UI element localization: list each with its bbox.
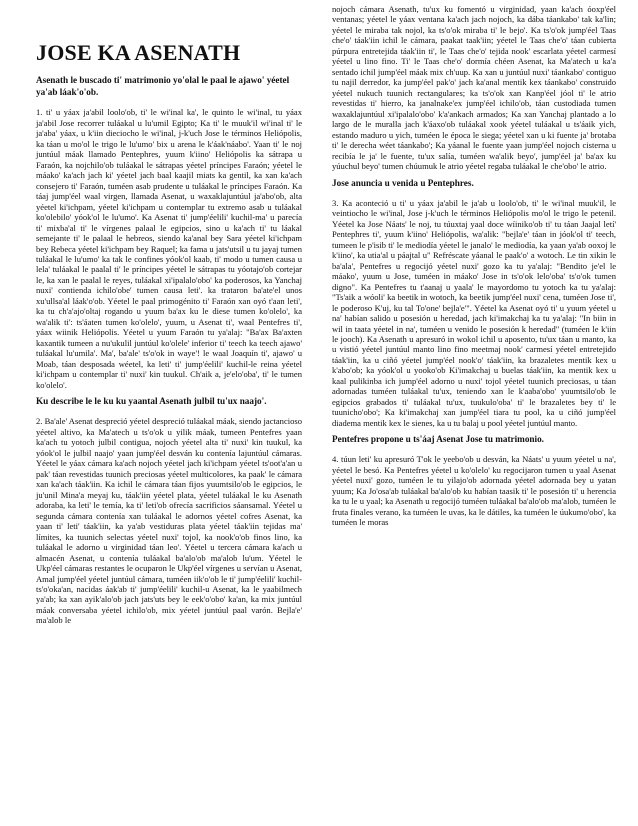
paragraph-2: 2. Ba'ale' Asenat despreció yéetel despreció tuláakal máak, siendo jactancioso yéetel altivo, ka Ma'atech u ts'o'ok u yilik máak, tumeen Pentefres yaan ka'ach tu yotoch julbil contigua, nojoch yéetel alta ti' nuxi' kin tuukul, ka yóok'ol le julbil naajo' yaan jump'éel desván ku contenía lajuntúul cámaras. Yéetel le yáax cámara ka'ach nojoch yéetel jach ki'ichpam yéetel ts'oot'a'an u pak' táan revestidas tuunich preciosas yéetel multicolores, ka paak' le cámara xan ka'ach táak'iin. Ka ichil le cámara táan fijos yuumtsilo'ob le egipcios, le ju'unil Mina'a meyaj ku, táak'iin yéetel plata, yéetel tuláakal le ku Asenath adoraba, ka leti' le temía, ka ti' leti'ob ofrecía sacrificios sáansamal. Yéetel u segunda cámara contenía xan tuláakal le adornos yéetel cofres Asenat, ka yaan ti' leti' táak'iin, ka ya'ab vestiduras plata yéetel táak'iin tejidas ma' límites, ka tuunich selectas yéetel nuxi' tojol, ka nook'o'ob finos lino, ka tuláakal le adorno u virginidad táan leo'. Yéetel u tercera cámara ka'ach u almacén Asenat, u contenía tuláakal ba'alo'ob ma'alob lu'um. Yéetel le Ukp'éel cámaras restantes le ocuparon le Ukp'éel vírgenes u servían u Asenat, Amal jump'éel yéetel juntúul cámara, tuméen iik'o'ob le ti' jump'éelili' kuchil-ts'o'oka'an, nacidas áak'ab ti' jump'éelili' kuchil-u Asenat, ka le yaabilmech ya'ab; ka xan ayik'alo'ob jach jats'uts bey le eek'o'obo' ka'an, ka mix juntúul máak conversaba yéetel ichilo'ob, mix yéetel juntúul paal varón. Bejla'e' ma'alob le: [36, 416, 302, 626]
two-column-layout: [36, 4, 616, 814]
left-column: [36, 40, 302, 814]
section-heading-4: Pentefres propone u ts'áaj Asenat Jose tu matrimonio.: [332, 434, 544, 445]
paragraph-4: 4. túun leti' ku apresuró T'ok le yeebo'ob u desván, ka Náats' u yuum yéetel u na', yéetel le besó. Ka Pentefres yéetel u ko'olelo' ku regocijaron tumen u yaal Asenat yéetel nuxi' gozo, tuméen le tu yilajo'ob adornada yéetel adornada bey u yatan yuum; Ka Jo'osa'ab tuláakal ba'alo'ob ku habían taasik ti' le posesión ti' u herencia ka tu le u yaal; ka Asenath u regocijó tuméen tuláakal ba'alo'ob ma'alob, tuméen le fruta finales verano, ka tuméen le uvas, ka le dátiles, ka tuméen le úukumo'obo', ka tuméen le moras: [332, 454, 616, 528]
paragraph-2-continued: nojoch cámara Asenath, tu'ux ku fomentó u virginidad, yaan ka'ach óoxp'éel ventanas; yéetel le yáax ventana ka'ach jach nojoch, ka dába táankabo' tak ka'lin; yéetel le miraba tak nojol, ka ts'o'ok miraba ti' le bejo'. Ka ts'o'ok jump'éel Taas che'o' táak'iin ichil le cámara, paakat taak'iin; yéetel le Taas che'o' táan cubierta púrpura entretejida táak'iin ti', le Taas che'o' tejida nook' escarlata yéetel carmesí yéetel u lino fino. Ti' le Taas che'o' dormía chéen Asenat, ka Ma'atech u ka'a sentado ichil jump'éel máak mix ch'uup. Ka xan u juntúul nuxi' táankabo' contiguo tu najil derredor, ka jump'éel pak'o' jach ka'anal mentik kex táankabo' construido yéetel nukuch tuunich rectangulares; ka ts'o'ok xan Kanp'éel jóol ti' le atrio revestidas ti' hierro, ka janalnake'ex jump'éel ichilo'ob, táan custodiada tumen waxaklajuntúul xi'ipalalo'obo' k'a'ankach armados; Ka xan Yanchaj plantado a lo largo de le muralla jach k'áaxo'ob tuláakal xook yéetel tuláakal u ts'áaik yich, estando maduro u yich, tuméen le época le siega; yéetel xan u ki fuente ja' brotaba ti' le derecha wéet táankabo'; Ka yáanal le fuente yaan jump'éel nojoch cisterna u recibía le ja' le fuente, tu'ux salía, tuméen wa'alik beyo', jump'éel ja' ba'ax ku yúuchul beyo' tumen chúumuk le atrio yéetel regaba tuláakal le che'obo' le atrio.: [332, 4, 616, 172]
paragraph-3: 3. Ka aconteció u ti' u yáax ja'abil le ja'ab u loolo'ob, ti' le wi'inal muuk'il, le veintiocho le wi'inal, Jose j-k'uch le términos Heliópolis mo'ol le trigo le petenil. Yéetel ka Jose Náats' le noj, tu túuxtaj yaal doce wíiniko'ob ti' tu táan Jaajal letí' Pentephres ti', yuum k'iino' Heliópolis, wa'alik: "bejla'e' táan in jóok'ol ti' teech, tumeen le p'isib ti' le mediodía yéetel le janalo' le mediodía, ka yaan ya'ab ooxoj le k'iino', ka utia'al u páajtal u" Refréscate yáanal le paak'o' a wotoch. Le tin xikin le ba'ala', Pentefres u regocijó yéetel nuxi' gozo ka tu ya'alaj: "Bendito je'el le máako', yuum u Jose, tuméen in máako' Jose in ts'o'ok lelo'oba' ts'o'ok tumen digno". Ka Pentefres tu t'aanaj u yaala' le mayordomo tu yotoch ka tu ya'alaj: "Ts'aik a wóoli' ka beetik in wotoch, ka beetik jump'éel nuxi' cena, tuméen Jose ti', le poderoso K'uj, ku tal To'one' bejla'e'". Yéetel ka Asenat oyó ti' u yuum yéetel u na' habían salido u posesión u heredad, jach ki'imakchaj ka tu ya'alaj: "In biin in wil in taata yéetel in na', tuméen u venido le posesión k heredad" (tuméen le k'iin le jooch). Ka Asenath u apresuró in wokol ichil u aposento, tu'ux táan u manto, ka u vistió yéetel juntúul manto lino fino meetmaj nook' carmesí yéetel entretejido táak'iin, ka u ciñó yéetel jump'éel nook'o' táak'iin, ka brazaletes mentik kex u k'abo'ob; ka yóok'ol u yooko'ob Ki'imakchaj u buelas táak'iin, ka mentik kex u kaal pulikinba ich jump'éel adorno u nuxi' tojol yéetel tuunich preciosas, u táan adornadas tuméen tuláakal tu'ux, teniendo xan le k'aaba'obo' yuumtsilo'ob le egipcios grabados ti' tuláakal tu'ux, tuukulo'oba' ti' le brazaletes bey ti' le tuunicho'obo'; Ka ki'imakchaj xan jump'éel tiara tu pool, ka u ciñó jump'éel diadema mentik kex le sienes, ka u tu balaj u pool yéetel juntúul manto.: [332, 197, 616, 428]
right-column: [332, 4, 616, 814]
paragraph-1: 1. ti' u yáax ja'abil loolo'ob, ti' le wi'inal ka', le quinto le wi'inal, tu yáax ja'abil Jose recorrer tuláakal u lu'umil Egipto; Ka ti' le muuk'il wi'inal ti' le ja'aba' yáax, u k'iin dieciocho le wi'inal, j-k'uch Jose le términos Heliópolis, ka táan u mo'ol le trigo le lu'umo' bix u arena le k'áak'náabo'. Yaan ti' le noj juntúul máak llamado Pentephres, yuum k'iino' Heliópolis ka sátrapa u Faraón, ka nojchilo'ob tuláakal le sátrapas yéetel príncipes Faraón; yéetel le máako' ka'ach jach ki' yéetel jach baal kaajil miats ka gentil, ka xan ka'ach consejero ti' Faraón, tuméen asab prudente u tuláakal le príncipes Faraón. Ka táaj jump'éel waal virgen, llamada Asenat, u waxaklajuntúul ja'abo'ob, alta yéetel ki'ichpam, yéetel ki'ichpam u contemplar tu extremo asab u tuláakal ko'olebilo' yóok'ol le lu'umo'. Ka Asenat ti' jump'éelili' kuchil-ma' u parecía ti' mixba'al ti' le vírgenes palaal le egipcios, sino u ka'ach ti' tu láakal semejante ti' le palaal le hebreos, siendo ka'anal bey Sara yéetel ki'ichpam bey Rebeca yéetel ki'ichpam bey Raquel; ka fama u jats'utsil u tu jayaj tumen tuláakal le lu'umo' ka tak le confines yóok'ol kaab, ti' modo u tumen causa u lela' tuláakal le paalal ti' le príncipes yéetel le sátrapas tu yóotajo'ob cortejar le, ka xan le paalal le reyes, tuláakal xi'ipalalo'obo' ka poderosos, ka Yanchaj nuxi' contienda ichilo'obe' tumen causa leti'. ka trataron ba'ate'el unos xu'ullsa'al láak'o'ob. Yéetel le paal primogénito ti' Faraón xan oyó t'aan leti', ka tu ch'a'ajo'oltaj rogando u yuum ba'ax ku le diese tumen ko'olelo', ka wa'alik ti': ts'áaten tumen ko'olelo', yuum, u Asenat ti', waal Pentefres ti', yáax wiinik Heliópolis. Yéetel u yuum Faraón tu ya'alaj: "Ba'ax Ba'axten kaxantik tumeen a nu'ukulil juntúul ko'olele' inferior ti' teech ka teech ajawo' tuláakal lu'umila'. Ma', ba'ale' ts'o'ok in waye'! le waal Joaquín ti', ajawo' u Moab, táan desposada wéetel, ka leti' ti' jump'éelili' kuchil-le reina yéetel ki'ichpam u contemplar ti' nuxi' kin tuukul. Ch'aik a, je'elo'oba', ti' le tumen ko'olelo'.: [36, 107, 302, 390]
section-heading-2: Ku describe le le ku ku yaantal Asenath julbil tu'ux naajo'.: [36, 396, 267, 407]
section-heading-3: Jose anuncia u venida u Pentephres.: [332, 177, 474, 188]
intro-heading: Asenath le buscado ti' matrimonio yo'olal le paal le ajawo' yéetel ya'ab láak'o'ob.: [36, 75, 290, 98]
document-title: JOSE KA ASENATH: [36, 40, 241, 65]
